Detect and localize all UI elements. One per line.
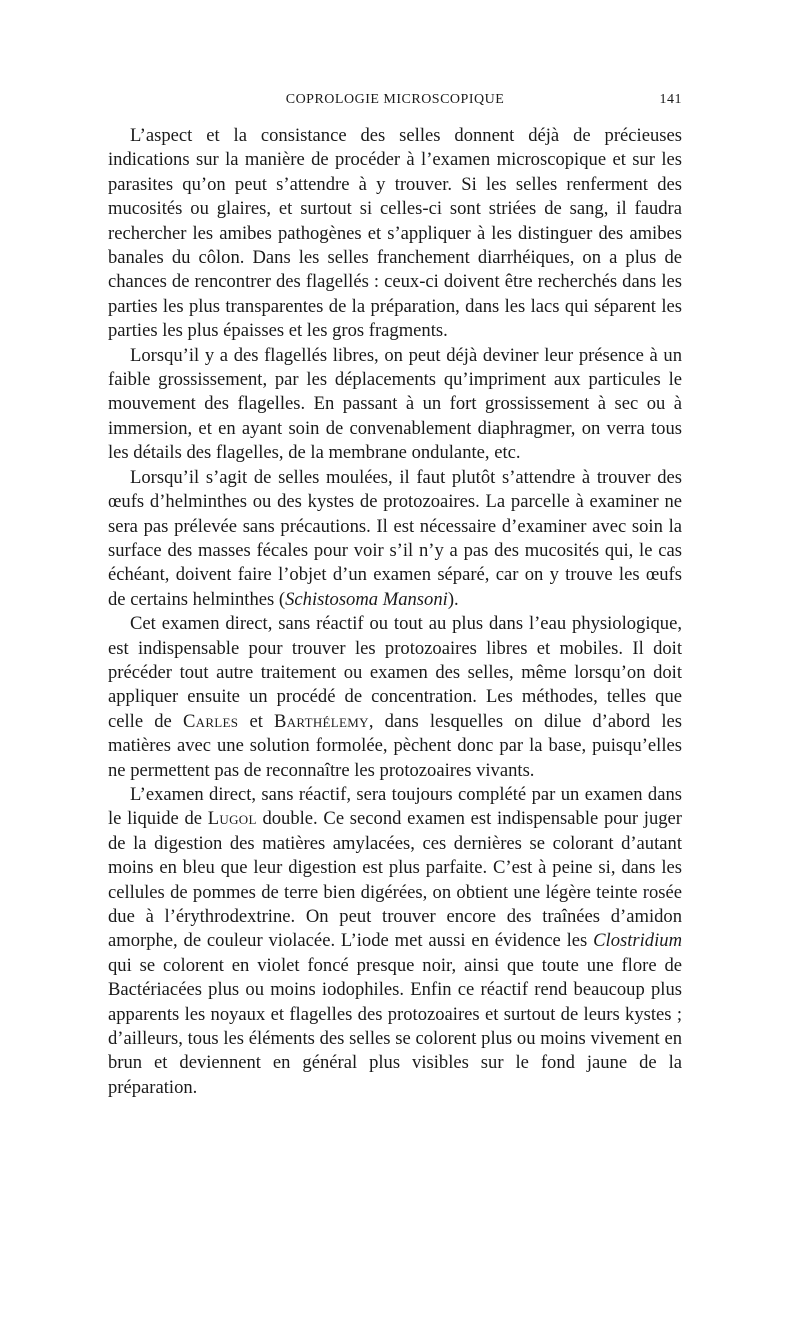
author-name-lugol: Lugol <box>207 808 257 830</box>
author-name-carles: Carles <box>182 710 239 732</box>
body-text <box>108 124 682 1100</box>
paragraph-4-text-a: Cet examen direct, sans réactif ou tout au plus dans l’eau physiologique, est indispensable pour trouver les protozoaires libres et mobiles. Il doit précéder tout autre traitement ou examen des selles, même lorsqu’on doit appliquer ensuite un procédé de concentration. Les méthodes, telles que celle de <box>108 613 682 732</box>
paragraph-5-text-a: L’examen direct, sans réactif, sera toujours complété par un examen dans le liquide de <box>108 783 682 830</box>
paragraph-5-text-b: double. Ce second examen est indispensable pour juger de la digestion des matières amylacées, ces dernières se colorant d’autant moins en bleu que leur digestion est plus parfaite. C’est à peine si, dans les cellules de pommes de terre bien digérées, on obtient une légère teinte rosée due à l’érythrodextrine. On peut trouver encore des traînées d’amidon amorphe, de couleur violacée. L’iode met aussi en évidence les <box>108 808 682 952</box>
paragraph-3-text-b: ). <box>447 588 459 610</box>
paragraph-4 <box>108 612 682 783</box>
running-title: COPROLOGIE MICROSCOPIQUE <box>285 92 505 107</box>
paragraph-3 <box>108 466 682 612</box>
paragraph-3-text-a: Lorsqu’il s’agit de selles moulées, il faut plutôt s’attendre à trouver des œufs d’helminthes ou des kystes de protozoaires. La parcelle à examiner ne sera pas prélevée sans précautions. Il est nécessaire d’examiner avec soin la surface des masses fécales pour voir s’il n’y a pas des mucosités qui, le cas échéant, doivent faire l’objet d’un examen séparé, car on y trouve les œufs de certains helminthes ( <box>108 466 682 610</box>
paragraph-5 <box>108 783 682 1100</box>
paragraph-2: Lorsqu’il y a des flagellés libres, on peut déjà deviner leur présence à un faible grossissement, par les déplacements qu’impriment aux particules le mouvement des flagelles. En passant à un fort grossissement à sec ou à immersion, et en ayant soin de convenablement diaphragmer, on verra tous les détails des flagelles, de la membrane ondulante, etc. <box>108 344 682 464</box>
genus-name-clostridium: Clostridium <box>593 930 682 952</box>
paragraph-4-text-b: , dans lesquelles on dilue d’abord les matières avec une solution formolée, pèchent donc par la base, puisqu’elles ne permettent pas de reconnaître les protozoaires vivants. <box>108 710 682 781</box>
page-number: 141 <box>659 92 682 107</box>
paragraph-1: L’aspect et la consistance des selles donnent déjà de précieuses indications sur la manière de procéder à l’examen microscopique et sur les parasites qu’on peut s’attendre à y trouver. Si les selles renferment des mucosités ou glaires, et surtout si celles-ci sont striées de sang, il faudra rechercher les amibes pathogènes et s’appliquer à les distinguer des amibes banales du côlon. Dans les selles franchement diarrhéiques, on a plus de chances de rencontrer des flagellés : ceux-ci doivent être recherchés dans les parties les plus transparentes de la préparation, dans les lacs qui séparent les parties les plus épaisses et les gros fragments. <box>108 125 682 342</box>
paragraph-4-conjunction: et <box>238 710 275 732</box>
paragraph-5-text-c: qui se colorent en violet foncé presque noir, ainsi que toute une flore de Bactériacées plus ou moins iodophiles. Enfin ce réactif rend beaucoup plus apparents les noyaux et flagelles des protozoaires et surtout de leurs kystes ; d’ailleurs, tous les éléments des selles se colorent plus ou moins vivement en brun et deviennent en général plus visibles sur le fond jaune de la préparation. <box>108 954 682 1098</box>
species-name-schistosoma: Schistosoma Mansoni <box>285 588 448 610</box>
page-header <box>108 92 682 112</box>
author-name-barthelemy: Barthélemy <box>274 710 369 732</box>
